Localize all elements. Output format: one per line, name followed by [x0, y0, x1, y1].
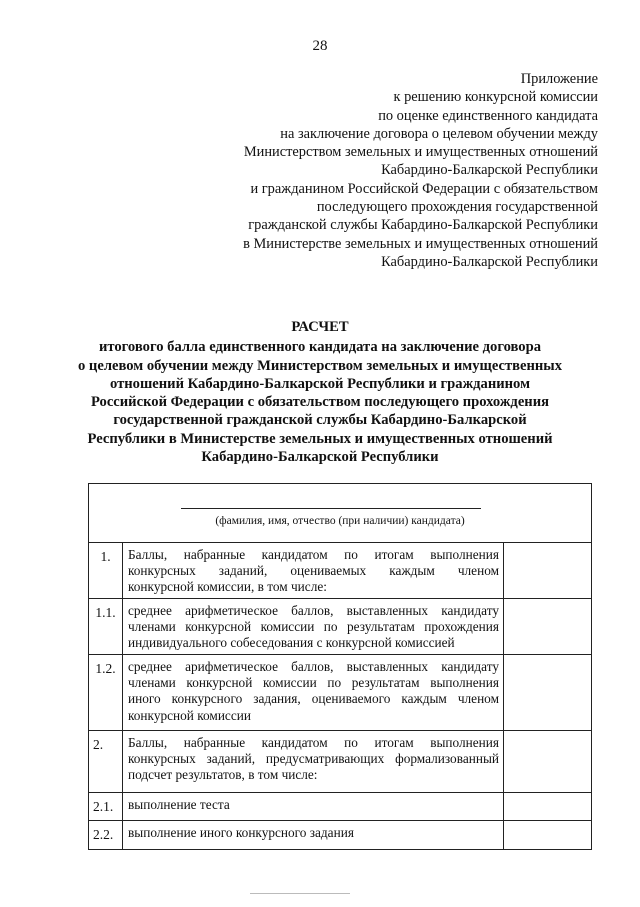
row-description — [123, 821, 504, 849]
row-number: 1. — [89, 543, 123, 598]
row-number: 2.2. — [89, 821, 123, 849]
row-score-cell[interactable] — [504, 731, 591, 792]
appendix-line: Приложение — [520, 71, 598, 87]
row-description — [123, 793, 504, 820]
table-row — [89, 731, 591, 793]
candidate-name-row — [89, 484, 591, 543]
appendix-line: гражданской службы Кабардино-Балкарской Республики — [248, 217, 598, 234]
table-row — [89, 655, 591, 731]
title-line: отношений Кабардино-Балкарской Республики и гражданином — [109, 375, 531, 392]
row-text-line: конкурсной комиссии, в том числе: — [128, 579, 327, 595]
title-line: Республики в Министерстве земельных и имущественных отношений — [87, 430, 553, 447]
row-text-line: членами конкурсной комиссии по результатам выполнения — [128, 675, 499, 691]
row-number: 2. — [89, 731, 123, 792]
row-text-line: конкурсной комиссии — [128, 707, 251, 723]
row-number: 1.2. — [89, 655, 123, 730]
row-score-cell[interactable] — [504, 599, 591, 654]
appendix-line: последующего прохождения государственной — [316, 199, 598, 216]
appendix-line: в Министерстве земельных и имущественных отношений — [243, 235, 598, 252]
row-description — [123, 655, 504, 730]
title-line: итогового балла единственного кандидата на заключение договора — [98, 339, 542, 356]
row-description — [123, 599, 504, 654]
appendix-line: по оценке единственного кандидата — [378, 107, 598, 124]
row-text-line: Баллы, набранные кандидатом по итогам выполнения — [128, 735, 499, 750]
row-text-line: выполнение теста — [128, 797, 230, 812]
row-text-line: конкурсных заданий, оцениваемых каждым членом — [128, 563, 499, 579]
table-row — [89, 821, 591, 849]
candidate-name-line — [181, 508, 481, 509]
candidate-name-caption: (фамилия, имя, отчество (при наличии) кандидата) — [215, 515, 465, 527]
row-number: 2.1. — [89, 793, 123, 820]
row-score-cell[interactable] — [504, 821, 591, 849]
row-text-line: выполнение иного конкурсного задания — [128, 825, 354, 840]
appendix-line: к решению конкурсной комиссии — [393, 89, 598, 106]
row-description — [123, 731, 504, 792]
title-line: Российской Федерации с обязательством последующего прохождения — [90, 394, 550, 411]
appendix-line: на заключение договора о целевом обучении между — [280, 125, 598, 142]
row-text-line: среднее арифметическое баллов, выставленных кандидату — [128, 659, 499, 674]
footer-rule — [250, 893, 350, 894]
row-text-line: Баллы, набранные кандидатом по итогам выполнения — [128, 547, 499, 562]
title-main: РАСЧЕТ — [291, 319, 349, 335]
table-row — [89, 793, 591, 821]
appendix-line: Кабардино-Балкарской Республики — [381, 162, 598, 179]
appendix-line: Министерством земельных и имущественных отношений — [243, 144, 598, 161]
table-row — [89, 543, 591, 599]
appendix-header — [178, 70, 598, 271]
document-title — [60, 318, 580, 466]
table-row — [89, 599, 591, 655]
row-description — [123, 543, 504, 598]
row-text-line: подсчет результатов, в том числе: — [128, 767, 318, 783]
appendix-line: и гражданином Российской Федерации с обязательством — [250, 180, 598, 197]
page-number: 28 — [312, 38, 328, 54]
row-number: 1.1. — [89, 599, 123, 654]
appendix-line: Кабардино-Балкарской Республики — [381, 253, 598, 270]
row-score-cell[interactable] — [504, 543, 591, 598]
row-score-cell[interactable] — [504, 655, 591, 730]
row-text-line: членами конкурсной комиссии по результатам прохождения — [128, 619, 499, 635]
title-line: о целевом обучении между Министерством земельных и имущественных — [77, 357, 562, 374]
row-text-line: среднее арифметическое баллов, выставленных кандидату — [128, 603, 499, 618]
row-text-line: иного конкурсного задания, оцениваемого каждым членом — [128, 691, 499, 707]
title-line: Кабардино-Балкарской Республики — [201, 449, 439, 466]
row-text-line: индивидуального собеседования с конкурсной комиссией — [128, 635, 455, 651]
score-table — [88, 483, 592, 850]
row-score-cell[interactable] — [504, 793, 591, 820]
title-line: государственной гражданской службы Кабардино-Балкарской — [113, 412, 527, 429]
row-text-line: конкурсных заданий, предусматривающих формализованный — [128, 751, 499, 767]
